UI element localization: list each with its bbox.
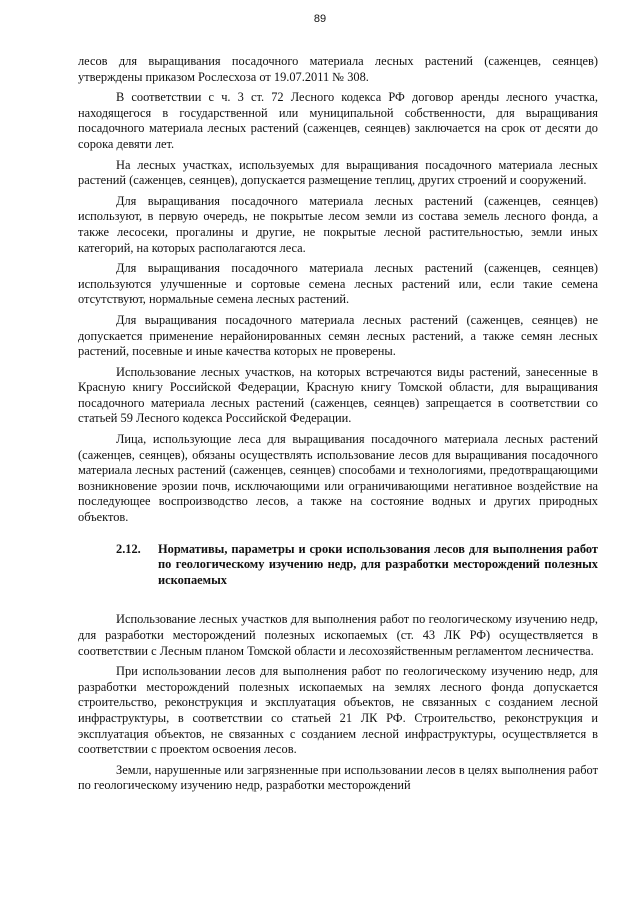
paragraph: Использование лесных участков для выполнения работ по геологическому изучению недр, для разработки месторождений полезных ископаемых (ст. 43 ЛК РФ) осуществляется в соответствии с Лесным планом Томской области и лесохозяйственным регламентом лесничества.: [78, 612, 598, 658]
paragraph: Для выращивания посадочного материала лесных растений (саженцев, сеянцев) используются улучшенные и сортовые семена лесных растений или, если такие семена отсутствуют, нормальные семена лесных растений.: [78, 261, 598, 307]
paragraph: Лица, использующие леса для выращивания посадочного материала лесных растений (саженцев, сеянцев), обязаны осуществлять использование лесов для выращивания посадочного материала лесных растений (саженцев, сеянцев) способами и технологиями, предотвращающими возникновение эрозии почв, исключающими или ограничивающими негативное воздействие на последующее воспроизводство лесов, а также на состояние водных и других природных объектов.: [78, 432, 598, 525]
paragraph: Для выращивания посадочного материала лесных растений (саженцев, сеянцев) используют, в первую очередь, не покрытые лесом земли из состава земель лесного фонда, а также лесосеки, прогалины и другие, не покрытые лесной растительностью, земли иных категорий, на которых располагаются леса.: [78, 193, 598, 255]
paragraph: При использовании лесов для выполнения работ по геологическому изучению недр, для разработки месторождений полезных ископаемых на землях лесного фонда допускается строительство, реконструкция и эксплуатация объектов, не связанных с созданием лесной инфраструктуры, в соответствии со статьей 21 ЛК РФ. Строительство, реконструкция и эксплуатация объектов, не связанных с созданием лесной инфраструктуры, осуществляется в соответствии с проектом освоения лесов.: [78, 664, 598, 757]
document-body: [78, 54, 598, 799]
paragraph-continuation: лесов для выращивания посадочного материала лесных растений (саженцев, сеянцев) утверждены приказом Рослесхоза от 19.07.2011 № 308.: [78, 54, 598, 84]
paragraph: На лесных участках, используемых для выращивания посадочного материала лесных растений (саженцев, сеянцев), допускается размещение теплиц, других строений и сооружений.: [78, 157, 598, 188]
paragraph: В соответствии с ч. 3 ст. 72 Лесного кодекса РФ договор аренды лесного участка, находящегося в государственной или муниципальной собственности, для выращивания посадочного материала лесных растений (саженцев, сеянцев) заключается на срок от десяти до сорока девяти лет.: [78, 90, 598, 151]
paragraph: Земли, нарушенные или загрязненные при использовании лесов в целях выполнения работ по геологическому изучению недр, разработки месторождений: [78, 762, 598, 793]
section-title: Нормативы, параметры и сроки использования лесов для выполнения работ по геологическому изучению недр, для разработки месторождений полезных ископаемых: [158, 541, 598, 587]
paragraph: Для выращивания посадочного материала лесных растений (саженцев, сеянцев) не допускается применение нерайонированных семян лесных растений, а также семян лесных растений, посевные и иные качества которых не проверены.: [78, 312, 598, 359]
section-heading: [78, 542, 598, 589]
page-number: 89: [313, 13, 327, 25]
section-number: 2.12.: [116, 541, 141, 556]
paragraph: Использование лесных участков, на которых встречаются виды растений, занесенные в Красную книгу Российской Федерации, Красную книгу Томской области, для выращивания посадочного материала лесных растений (саженцев, сеянцев) запрещается в соответствии со статьей 59 Лесного кодекса Российской Федерации.: [78, 364, 598, 426]
